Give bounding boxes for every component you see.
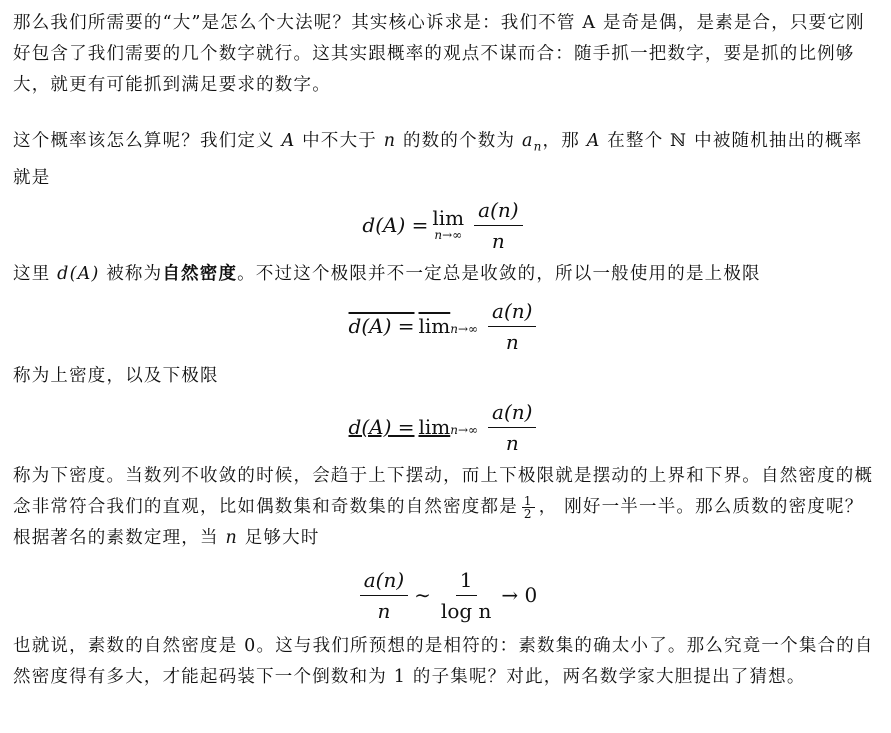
math-zero: 0 (244, 636, 257, 656)
text-fragment: 的子集呢？对此，两名数学家大胆提出了猜想。 (406, 667, 806, 687)
liminf-operator: lim n→∞ (418, 415, 479, 439)
text-fragment: 足够大时 (237, 528, 320, 548)
fraction: $\frac{a(n)}{n}$ (488, 299, 536, 354)
fraction: $\frac{1}{\text{log n}}$ (440, 567, 492, 623)
equation-upper-density (0, 298, 891, 354)
text-fragment: 。不过这个极限并不一定总是收敛的，所以一般使用的是上极限 (237, 264, 761, 284)
fraction: $\frac{a(n)}{n}$ (360, 568, 408, 623)
math-n: n (383, 131, 397, 151)
math-a-n: $a_n$ (521, 131, 543, 154)
math-n: n (225, 528, 238, 548)
fraction-one-half: $\frac{1}{2}$ (523, 494, 533, 521)
equation-prime-theorem (0, 567, 891, 623)
text-fragment: 。这与我们所预想的是相符的：素数集的确太小了。那么究竟一个集合的自然密度得有多大，才能起码装下一个倒数和为 (13, 636, 874, 687)
paragraph-lower (13, 461, 875, 554)
fraction: $\frac{a(n)}{n}$ (488, 400, 536, 455)
limit-operator: lim n→∞ (432, 206, 465, 243)
text-fragment: 称为下密度。当数列不收敛的时候，会趋于上下摆动，而上下极限就是摆动的上界和下界。自然密度的概念非常符合我们的直观，比如偶数集和奇数集的自然密度都是 (13, 466, 874, 517)
paragraph-probability (13, 126, 875, 194)
paragraph-intro: 那么我们所需要的“大”是怎么个大法呢？其实核心诉求是：我们不管 A 是奇是偶，是素是合，只要它刚好包含了我们需要的几个数字就行。这其实跟概率的观点不谋而合：随手抓一把数字，要是抓的比例够大，就更有可能抓到满足要求的数字。 (13, 13, 865, 95)
text-fragment: 的数的个数为 (396, 131, 522, 151)
equation-lhs: d(A) = (348, 415, 415, 439)
text-fragment: 这里 (13, 264, 58, 284)
math-set-A: A (586, 131, 601, 151)
text-fragment: 被称为 (99, 264, 163, 284)
text-fragment: 在整个 ℕ 中被随机抽出的概率就是 (13, 131, 863, 188)
paragraph-conclusion (13, 631, 875, 693)
text-fragment: 中不大于 (295, 131, 384, 151)
math-set-A: A (281, 131, 296, 151)
fraction: $\frac{a(n)}{n}$ (474, 198, 522, 253)
text-fragment: ， 刚好一半一半。那么质数的密度呢？根据著名的素数定理，当 (13, 497, 864, 548)
text-fragment: 也就说，素数的自然密度是 (13, 636, 245, 656)
equation-lhs: d(A) = (362, 213, 429, 237)
equation-lhs: d(A) = (348, 314, 415, 338)
paragraph-definition (13, 259, 875, 290)
equation-natural-density (0, 197, 891, 253)
equation-lower-density (0, 399, 891, 455)
math-one: 1 (393, 667, 407, 687)
paragraph-upper: 称为上密度，以及下极限 (13, 366, 219, 386)
text-fragment: ，那 (542, 131, 587, 151)
math-dA: d(A) (57, 264, 100, 284)
limsup-operator: $\overline{lim}$ n→∞ (418, 314, 479, 338)
sim-symbol: ∼ (414, 583, 431, 607)
limit-arrow: → 0 (501, 583, 538, 607)
text-fragment: 这个概率该怎么算呢？我们定义 (13, 131, 282, 151)
term-natural-density: 自然密度 (162, 264, 238, 284)
